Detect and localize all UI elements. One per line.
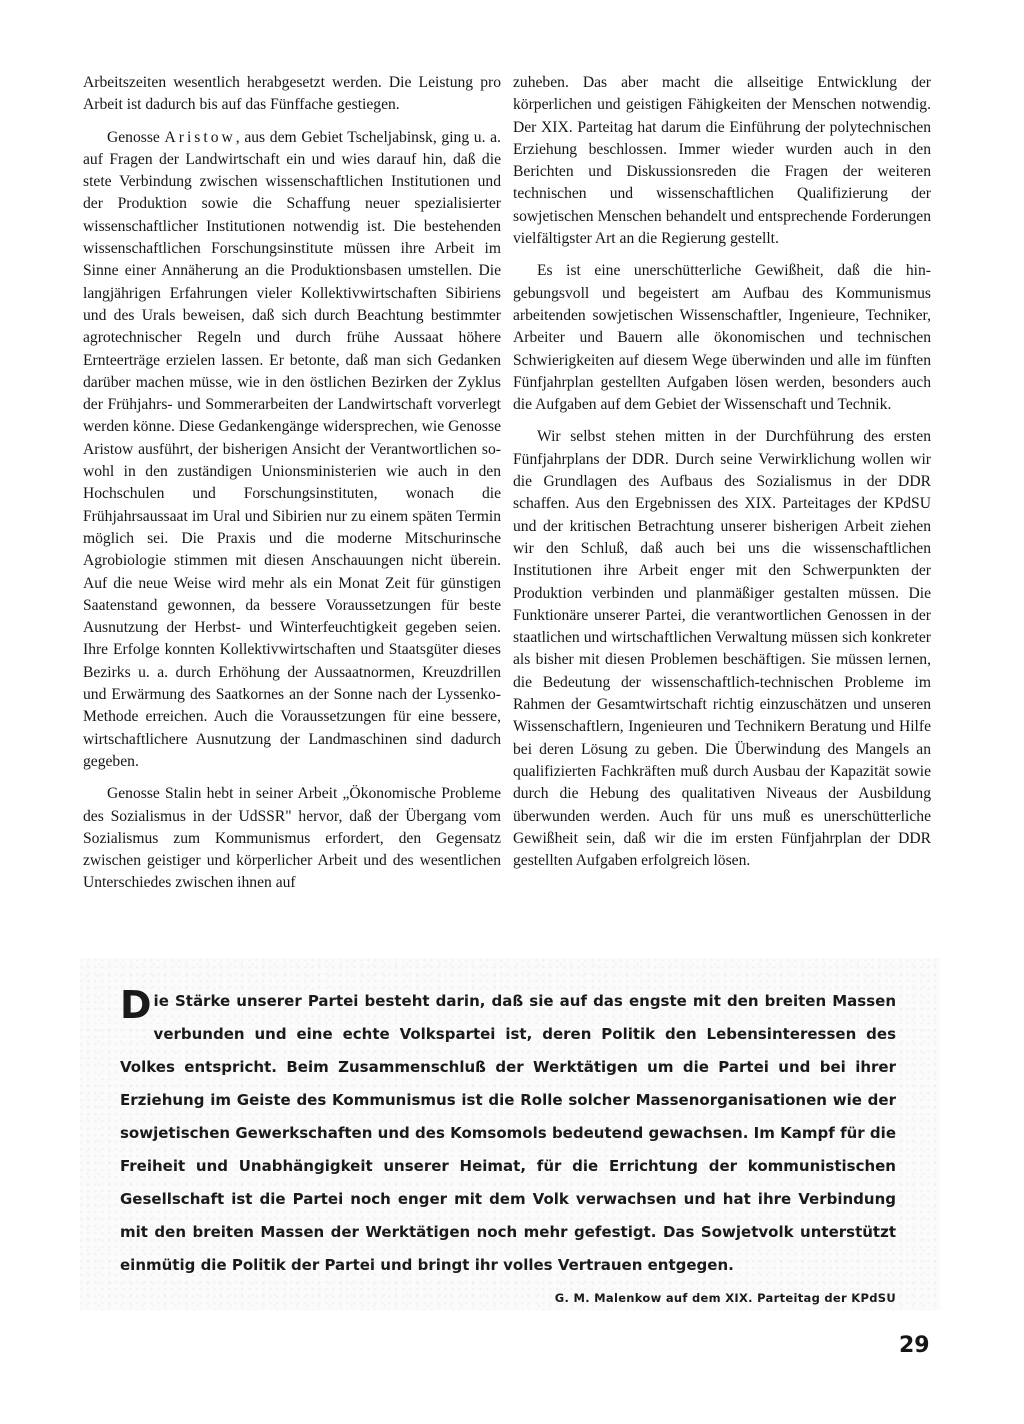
right-paragraph-1: zuheben. Das aber macht die allseitige Entwicklung der körperlichen und geistigen Fähigkeiten der Menschen notwendig. Der XIX. Parteitag hat darum die Einführung der polytechnischen Erziehung beschlossen. Immer wieder wurden auch in den Berichten und Diskussionsreden die Fragen der weiteren technischen und wissenschaftlichen Qualifizierung der sowjetischen Menschen behandelt und entsprechende Forderungen vielfältigster Art an die Regierung gestellt.	[513, 74, 931, 248]
malenkow-quote	[120, 985, 896, 1315]
left-paragraph-2-body: , aus dem Gebiet Tscheljabinsk, ging u. a. auf Fragen der Landwirtschaft ein und wies darauf hin, daß die stete Verbindung zwischen wissenschaftlichen Institutionen und der Produktion sowie die Schaffung neuer spezialisierter wissenschaftlicher Institutionen notwendig ist. Die bestehenden wissenschaftlichen Forschungsinstitute müssen ihre Arbeit im Sinne einer Annäherung an die Produktionsbasen umstellen. Die langjährigen Erfahrungen vieler Kollektivwirtschaften Sibiriens und des Urals beweisen, daß sich durch Beachtung bestimmter agrotechnischer Regeln und durch frühe Aussaat höhere Ernteerträge erzielen lassen. Er betonte, daß man sich Gedanken darüber machen müsse, wie in den östlichen Bezirken der Zyklus der Frühjahrs- und Sommerarbeiten der Landwirtschaft vorverlegt werden könne. Diese Gedankengänge widersprechen, wie Genosse Aristow ausführt, der bisherigen Ansicht der Verantwortlichen sowohl in den zuständigen Unionsministerien wie auch in den Hochschulen und Forschungsinstituten, wonach die Frühjahrsaussaat im Ural und Sibirien nur zu einem späten Termin möglich sei. Die Praxis und die moderne Mitschurinsche Agrobiologie stimmen mit diesen Anschauungen nicht überein. Auf die neue Weise wird mehr als ein Monat Zeit für günstigen Saatenstand gewonnen, da bessere Voraussetzungen für beste Ausnutzung der Herbst- und Winterfeuchtigkeit gegeben seien. Ihre Erfolge konnten Kollektivwirtschaften und Staatsgüter dieses Bezirks u. a. durch Erhöhung der Aussaatnormen, Kreuzdrillen und Erwärmung des Saatkornes an der Sonne nach der Lyssenko-Methode erreichen. Auch die Voraussetzungen für eine bessere, wirtschaftlichere Ausnutzung der Landmaschinen sind dadurch gegeben.	[83, 128, 501, 770]
page-number: 29	[899, 1333, 930, 1358]
quote-dropcap: D	[120, 983, 152, 1027]
quote-body: ie Stärke unserer Partei besteht darin, daß sie auf das engste mit den breiten Massen verbunden und eine echte Volkspartei ist, deren Politik den Lebensinteressen des Volkes entspricht. Beim Zusammenschluß der Werktätigen um die Partei und bei ihrer Erziehung im Geiste des Kommunismus ist die Rolle solcher Massenorganisationen wie der sowjetischen Gewerkschaften und des Komsomols bedeutend gewachsen. Im Kampf für die Freiheit und Unabhängigkeit unserer Heimat, für die Errichtung der kommunistischen Gesellschaft ist die Partei noch enger mit dem Volk verwachsen und hat ihre Verbindung mit den breiten Massen der Werktätigen noch mehr gefestigt. Das Sowjetvolk unterstützt einmütig die Politik der Partei und bringt ihr volles Vertrauen entgegen.	[120, 992, 896, 1274]
right-column	[513, 72, 931, 882]
left-paragraph-3: Genosse Stalin hebt in seiner Arbeit „Ökonomische Probleme des Sozialismus in der UdSSR" hervor, daß der Übergang vom Sozialismus zum Kommunismus erfordert, den Gegensatz zwischen geistiger und körperlicher Arbeit und des wesentlichen Unterschiedes zwischen ihnen auf	[83, 785, 501, 892]
quote-attribution: G. M. Malenkow auf dem XIX. Parteitag der KPdSU	[554, 1291, 896, 1305]
left-column	[83, 72, 501, 905]
left-paragraph-2	[83, 127, 501, 774]
right-paragraph-3: Wir selbst stehen mitten in der Durchführung des ersten Fünfjahrplans der DDR. Durch seine Verwirklichung wollen wir die Grundlagen des Aufbaus des Sozialismus in der DDR schaffen. Aus den Ergebnissen des XIX. Parteitages der KPdSU und der kritischen Betrachtung unserer bisherigen Arbeit ziehen wir den Schluß, daß auch bei uns die wissenschaftlichen Institutionen ihre Arbeit enger mit den Schwerpunkten der Produktion verbinden und planmäßiger gestalten müssen. Die Funktionäre unserer Partei, die verantwortlichen Genossen in der staatlichen und wirtschaftlichen Verwaltung müssen sich konkreter als bisher mit diesen Problemen beschäftigen. Sie müssen lernen, die Bedeutung der wissenschaftlich-technischen Probleme im Rahmen der Gesamtwirtschaft richtig einzuschätzen und unseren Wissenschaftlern, Ingenieuren und Technikern Beratung und Hilfe bei deren Lösung zu geben. Die Überwindung des Mangels an qualifizierten Fachkräften muß durch Ausbau der Kapazität sowie durch die Hebung des qualitativen Niveaus der Ausbildung überwunden werden. Auch für uns muß es unerschütterliche Gewißheit sein, daß wir die im ersten Fünfjahrplan der DDR gestellten Aufgaben erfolgreich lösen.	[513, 428, 931, 870]
right-paragraph-2: Es ist eine unerschütterliche Gewißheit, daß die hingebungsvoll und begeistert am Aufbau des Kommunismus arbeitenden sowjetischen Wissenschaftler, Ingenieure, Techniker, Arbeiter und Bauern alle ökonomischen und technischen Schwierigkeiten auf diesem Wege überwinden und alle im fünften Fünfjahrplan gestellten Aufgaben lösen werden, besonders auch die Aufgaben auf dem Gebiet der Wissenschaft und Technik.	[513, 262, 931, 414]
person-name-aristow: Aristow	[164, 128, 236, 146]
left-paragraph-2-lead: Genosse	[107, 128, 165, 146]
left-paragraph-1: Arbeitszeiten wesentlich herabgesetzt werden. Die Leistung pro Arbeit ist dadurch bis auf das Fünffache gestiegen.	[83, 74, 501, 114]
